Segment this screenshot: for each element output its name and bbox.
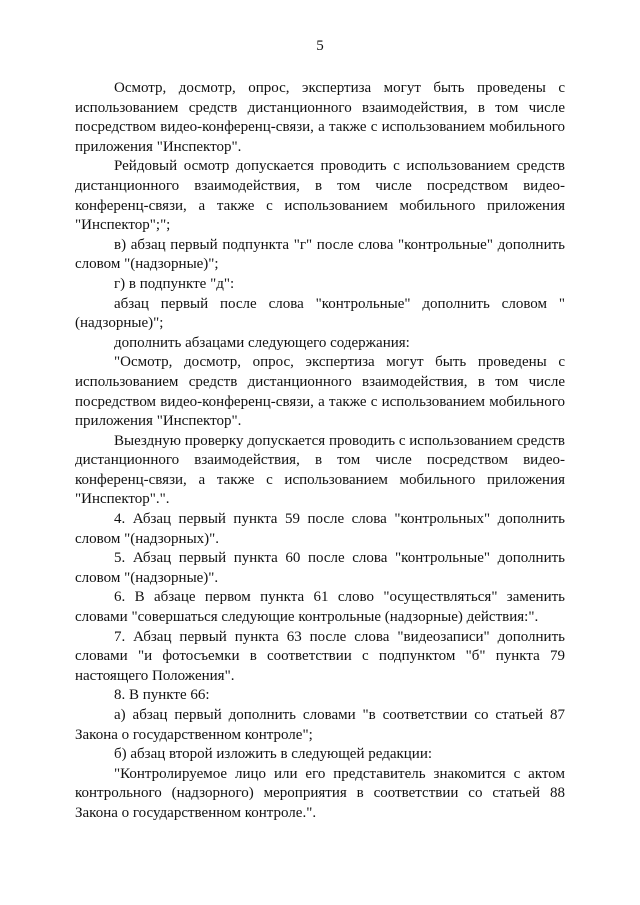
paragraph: Выездную проверку допускается проводить с использованием средств дистанционного взаимодействия, в том числе посредством видео-конференц-связи, а также с использованием мобильного приложения "Инспектор".". (75, 432, 565, 508)
paragraph: 6. В абзаце первом пункта 61 слово "осуществляться" заменить словами "совершаться следующие контрольные (надзорные) действия:". (75, 589, 565, 626)
paragraph: 4. Абзац первый пункта 59 после слова "контрольных" дополнить словом "(надзорных)". (75, 511, 565, 547)
paragraph: Рейдовый осмотр допускается проводить с использованием средств дистанционного взаимодействия, в том числе посредством видео-конференц-связи, а также с использованием мобильного приложения "Инспектор";"; (75, 158, 565, 234)
paragraph: "Осмотр, досмотр, опрос, экспертиза могут быть проведены с использованием средств дистанционного взаимодействия, в том числе посредством видео-конференц-связи, а также с использованием мобильного приложения "Инспектор". (75, 354, 565, 430)
document-body (75, 79, 565, 824)
paragraph: в) абзац первый подпункта "г" после слова "контрольные" дополнить словом "(надзорные)"; (75, 236, 565, 273)
paragraph: 5. Абзац первый пункта 60 после слова "контрольные" дополнить словом "(надзорные)". (75, 550, 565, 586)
paragraph: 7. Абзац первый пункта 63 после слова "видеозаписи" дополнить словами "и фотосъемки в соответствии с подпунктом "б" пункта 79 настоящего Положения". (75, 628, 565, 684)
page-number: 5 (316, 38, 324, 54)
paragraph: дополнить абзацами следующего содержания: (114, 334, 410, 351)
paragraph: а) абзац первый дополнить словами "в соответствии со статьей 87 Закона о государственном контроле"; (75, 707, 565, 743)
paragraph: Осмотр, досмотр, опрос, экспертиза могут быть проведены с использованием средств дистанционного взаимодействия, в том числе посредством видео-конференц-связи, а также с использованием мобильного приложения "Инспектор". (75, 80, 565, 155)
paragraph: 8. В пункте 66: (114, 687, 210, 704)
paragraph: б) абзац второй изложить в следующей редакции: (114, 746, 433, 763)
paragraph: абзац первый после слова "контрольные" дополнить словом "(надзорные)"; (75, 295, 565, 332)
paragraph: "Контролируемое лицо или его представитель знакомится с актом контрольного (надзорного) мероприятия в соответствии со статьей 88 Закона о государственном контроле.". (75, 765, 565, 821)
paragraph: г) в подпункте "д": (114, 275, 235, 292)
